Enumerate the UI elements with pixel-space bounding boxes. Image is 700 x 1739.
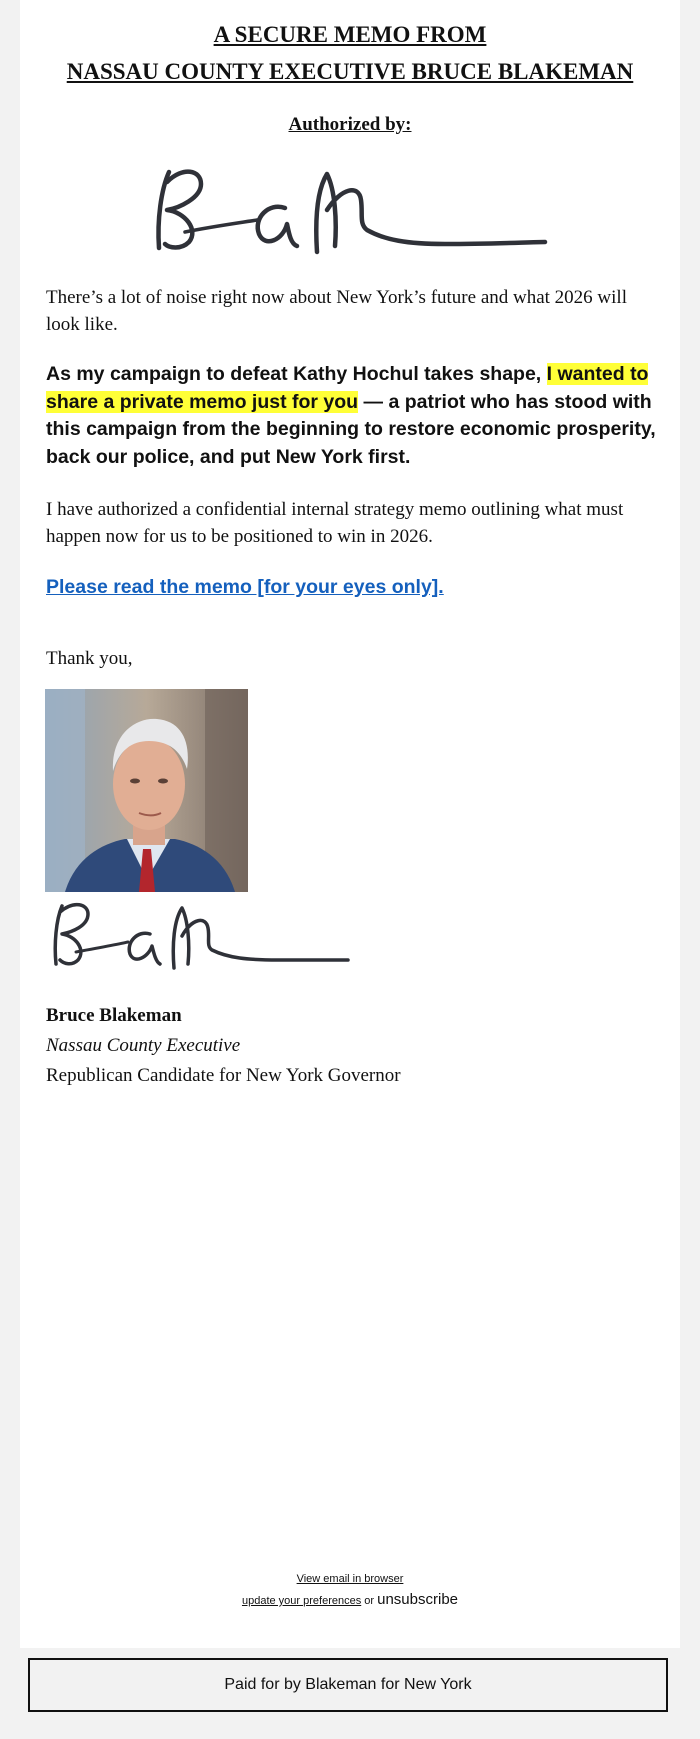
signer-name: Bruce Blakeman: [46, 1005, 182, 1026]
memo-header-line-2: NASSAU COUNTY EXECUTIVE BRUCE BLAKEMAN: [66, 59, 634, 84]
thank-you-text: Thank you,: [46, 648, 133, 669]
intro-paragraph: There’s a lot of noise right now about New York’s future and what 2026 will look like.: [46, 287, 627, 335]
footer-view-browser-row: [20, 1573, 680, 1585]
paid-for-disclaimer: [28, 1658, 668, 1712]
highlighted-text: I wanted to share a private memo just for you: [46, 363, 649, 413]
candidate-portrait-photo: [45, 689, 248, 892]
or-text: or: [361, 1595, 378, 1607]
signature-image-top: [145, 160, 575, 265]
signer-title-county-executive: Nassau County Executive: [46, 1035, 241, 1056]
paid-for-text: Paid for by Blakeman for New York: [224, 1676, 472, 1693]
view-in-browser-link[interactable]: View email in browser: [296, 1573, 404, 1585]
signature-image-bottom: [48, 898, 368, 978]
footer-preferences-row: [20, 1591, 680, 1608]
memo-header-line-1: A SECURE MEMO FROM: [213, 22, 487, 47]
campaign-paragraph: [46, 361, 656, 471]
signer-title-candidate: Republican Candidate for New York Governor: [46, 1065, 401, 1086]
read-memo-link[interactable]: Please read the memo [for your eyes only].: [46, 576, 444, 598]
campaign-paragraph-end: — a patriot who has stood with this campaign from the beginning to restore economic prosperity, back our police, and put New York first.: [46, 390, 656, 468]
authorized-by-label: Authorized by:: [288, 114, 412, 135]
unsubscribe-link[interactable]: unsubscribe: [377, 1591, 459, 1608]
campaign-paragraph-start: As my campaign to defeat Kathy Hochul takes shape,: [46, 363, 547, 385]
update-preferences-link[interactable]: update your preferences: [241, 1595, 362, 1607]
authorized-memo-paragraph: I have authorized a confidential internal strategy memo outlining what must happen now for us to be positioned to win in 2026.: [46, 499, 624, 547]
email-card: [20, 0, 680, 1648]
